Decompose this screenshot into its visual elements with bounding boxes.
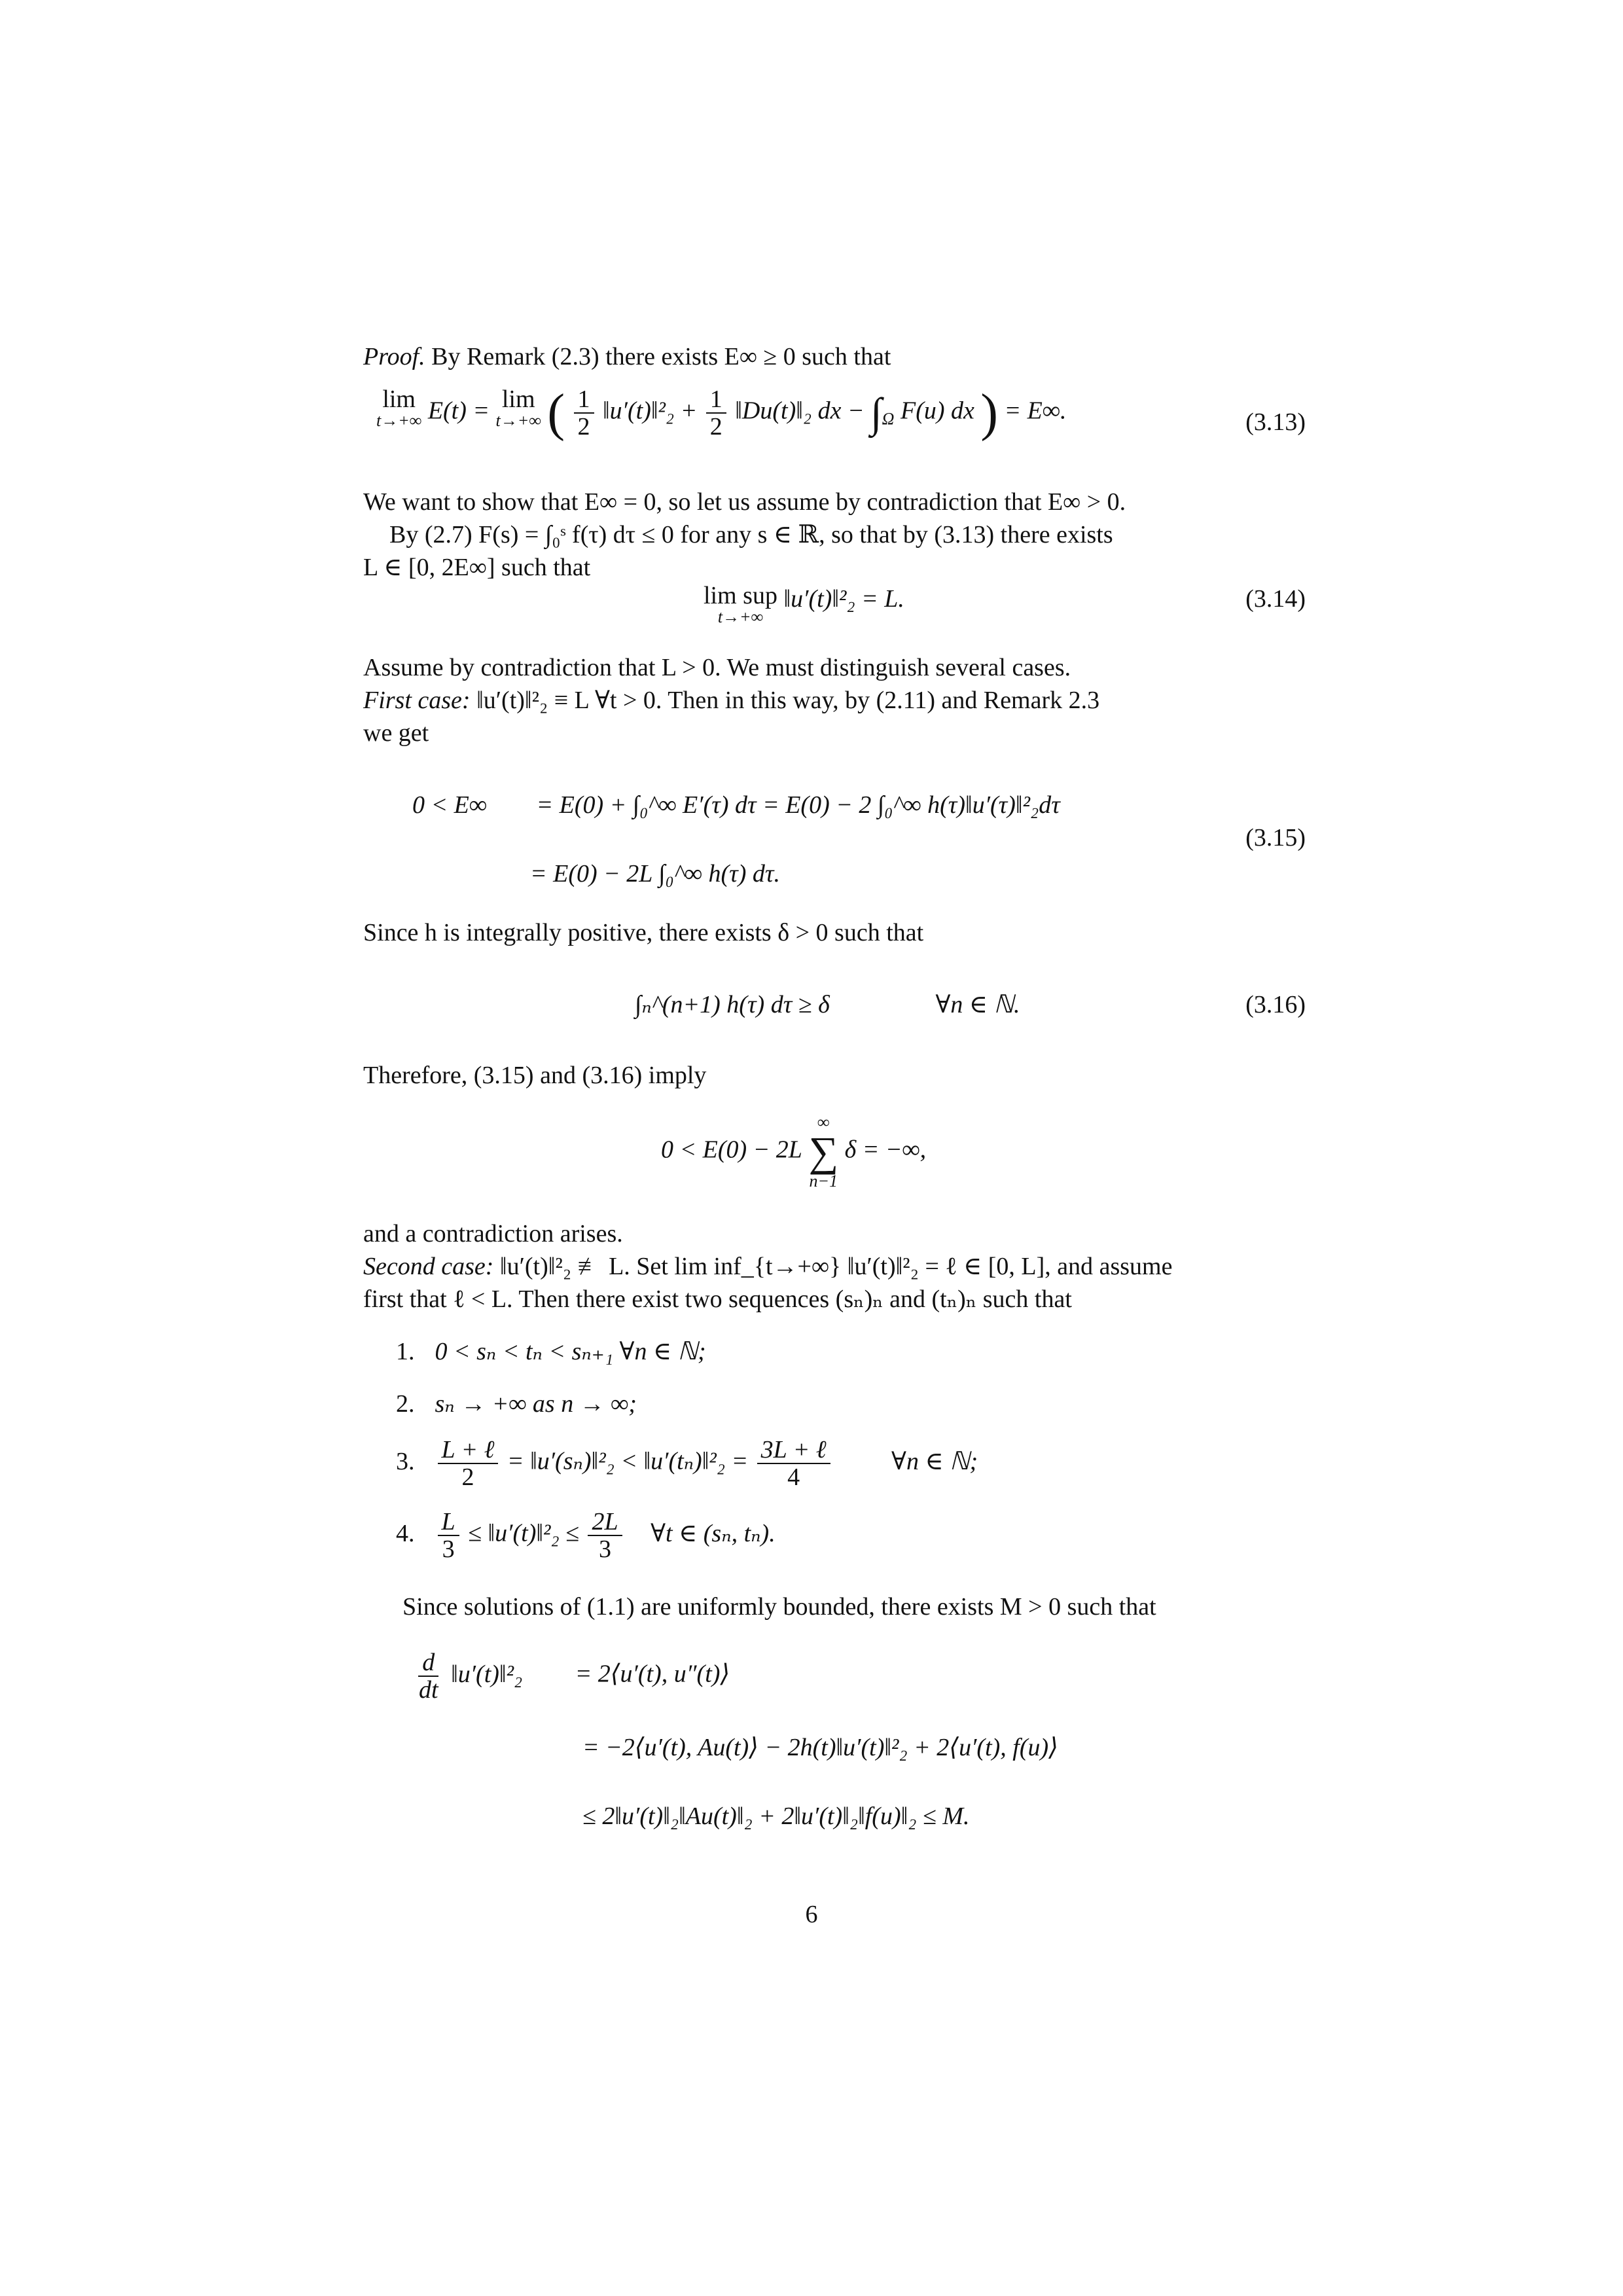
case-text: ‖u′(t)‖²₂ ≢ L. Set lim inf_{t→+∞} ‖u′(t)‖²₂ = ℓ ∈ [0, L], and assume bbox=[499, 1253, 1173, 1280]
fraction: $\frac{\text{3L + ℓ}}{4}$ bbox=[757, 1437, 830, 1490]
list-item bbox=[396, 1388, 637, 1420]
proof-intro-text: By Remark (2.3) there exists E∞ ≥ 0 such that bbox=[431, 343, 891, 370]
paragraph: Since h is integrally positive, there exists δ > 0 such that bbox=[363, 919, 924, 946]
equation-number: (3.15) bbox=[1245, 824, 1306, 852]
eq-text: 0 < E(0) − 2L bbox=[661, 1136, 802, 1164]
list-text: 0 < sₙ < tₙ < sₙ₊₁ ∀n ∈ ℕ; bbox=[435, 1338, 706, 1365]
fraction: $\frac{2L}{3}$ bbox=[588, 1509, 622, 1562]
fraction: $\frac{1}{2}$ bbox=[574, 386, 594, 440]
eq-text: = E(0) − 2L ∫₀^∞ h(τ) dτ. bbox=[530, 860, 781, 888]
case-label: First case: bbox=[363, 687, 471, 714]
equation-3-14 bbox=[704, 583, 904, 626]
fraction: $\frac{d}{dt}$ bbox=[419, 1649, 438, 1704]
list-index: 4. bbox=[396, 1519, 415, 1547]
case-text: ‖u′(t)‖²₂ ≡ L ∀t > 0. Then in this way, by (2.11) and Remark 2.3 bbox=[476, 687, 1100, 714]
list-quantifier: ∀t ∈ (sₙ, tₙ). bbox=[651, 1519, 776, 1547]
list-text: = ‖u′(sₙ)‖²₂ < ‖u′(tₙ)‖²₂ = bbox=[507, 1447, 749, 1475]
equation-3-13 bbox=[376, 386, 1319, 440]
fraction: $\frac{\text{L + ℓ}}{2}$ bbox=[438, 1437, 499, 1490]
equation-number: (3.13) bbox=[1245, 408, 1306, 436]
eq-text: ∫ₙ^(n+1) h(τ) dτ ≥ δ bbox=[635, 991, 830, 1018]
sum-operator: ∞ ∑ n−1 bbox=[808, 1113, 839, 1191]
paragraph: Assume by contradiction that L > 0. We must distinguish several cases. bbox=[363, 654, 1071, 681]
paragraph: By (2.7) F(s) = ∫₀ˢ f(τ) dτ ≤ 0 for any s ∈ ℝ, so that by (3.13) there exists bbox=[389, 521, 1113, 548]
paragraph: We want to show that E∞ = 0, so let us assume by contradiction that E∞ > 0. bbox=[363, 488, 1126, 516]
equation-derivative-3 bbox=[582, 1800, 970, 1833]
eq-text: δ = −∞, bbox=[844, 1136, 927, 1164]
eq-text: = −2⟨u′(t), Au(t)⟩ − 2h(t)‖u′(t)‖²₂ + 2⟨u′(t), f(u)⟩ bbox=[582, 1734, 1058, 1761]
equation-3-15-line-2 bbox=[530, 857, 780, 890]
equation-derivative-1 bbox=[412, 1649, 730, 1703]
paragraph: L ∈ [0, 2E∞] such that bbox=[363, 554, 591, 581]
case-two bbox=[363, 1250, 1306, 1283]
page-number: 6 bbox=[805, 1901, 818, 1928]
list-text: sₙ → +∞ as n → ∞; bbox=[435, 1390, 637, 1418]
equation-number: (3.16) bbox=[1245, 991, 1306, 1018]
proof-intro bbox=[363, 340, 1306, 373]
right-paren: ) bbox=[980, 384, 999, 442]
list-index: 2. bbox=[396, 1390, 415, 1418]
equation-sum bbox=[661, 1113, 926, 1191]
case-one bbox=[363, 684, 1306, 717]
list-quantifier: ∀n ∈ ℕ; bbox=[891, 1447, 978, 1475]
paragraph: we get bbox=[363, 719, 429, 747]
eq-text: ‖u′(t)‖²₂ + bbox=[603, 397, 698, 425]
eq-quantifier: ∀n ∈ ℕ. bbox=[935, 991, 1020, 1018]
proof-label: Proof. bbox=[363, 343, 425, 370]
integral-sign: ∫ bbox=[870, 389, 882, 436]
fraction: $\frac{L}{3}$ bbox=[438, 1509, 459, 1562]
paragraph: and a contradiction arises. bbox=[363, 1220, 623, 1247]
paragraph: Therefore, (3.15) and (3.16) imply bbox=[363, 1062, 707, 1089]
lim-operator: lim t→+∞ bbox=[495, 386, 541, 430]
fraction: $\frac{1}{2}$ bbox=[706, 386, 726, 440]
eq-text: ‖u′(t)‖²₂ = L. bbox=[783, 585, 904, 613]
eq-lhs: 0 < E∞ bbox=[412, 791, 487, 819]
lim-operator: lim t→+∞ bbox=[376, 386, 422, 430]
eq-text: F(u) dx bbox=[900, 397, 974, 425]
eq-text: = E∞. bbox=[1004, 397, 1067, 425]
equation-3-16 bbox=[635, 988, 1020, 1021]
eq-lhs: ‖u′(t)‖²₂ bbox=[451, 1660, 523, 1688]
list-index: 1. bbox=[396, 1338, 415, 1365]
eq-text: = E(0) + ∫₀^∞ E′(τ) dτ = E(0) − 2 ∫₀^∞ h(τ)‖u′(τ)‖²₂dτ bbox=[536, 791, 1060, 819]
paragraph: first that ℓ < L. Then there exist two sequences (sₙ)ₙ and (tₙ)ₙ such that bbox=[363, 1285, 1072, 1313]
eq-text: ≤ 2‖u′(t)‖₂‖Au(t)‖₂ + 2‖u′(t)‖₂‖f(u)‖₂ ≤ M. bbox=[582, 1803, 970, 1830]
equation-3-15-line-1 bbox=[412, 789, 1060, 821]
list-index: 3. bbox=[396, 1447, 415, 1475]
eq-text: ‖Du(t)‖₂ dx − bbox=[735, 397, 865, 425]
equation-number: (3.14) bbox=[1245, 585, 1306, 613]
paragraph: Since solutions of (1.1) are uniformly bounded, there exists M > 0 such that bbox=[402, 1593, 1156, 1621]
left-paren: ( bbox=[547, 384, 565, 442]
list-item bbox=[396, 1509, 776, 1562]
eq-text: = 2⟨u′(t), u″(t)⟩ bbox=[575, 1660, 730, 1688]
list-item bbox=[396, 1437, 978, 1490]
eq-text: E(t) = bbox=[427, 397, 490, 425]
list-item bbox=[396, 1335, 706, 1368]
list-text: ≤ ‖u′(t)‖²₂ ≤ bbox=[468, 1519, 579, 1547]
case-label: Second case: bbox=[363, 1253, 494, 1280]
equation-derivative-2 bbox=[582, 1731, 1058, 1764]
limsup-operator: lim sup t→+∞ bbox=[704, 582, 777, 626]
integral-domain: Ω bbox=[882, 409, 895, 429]
